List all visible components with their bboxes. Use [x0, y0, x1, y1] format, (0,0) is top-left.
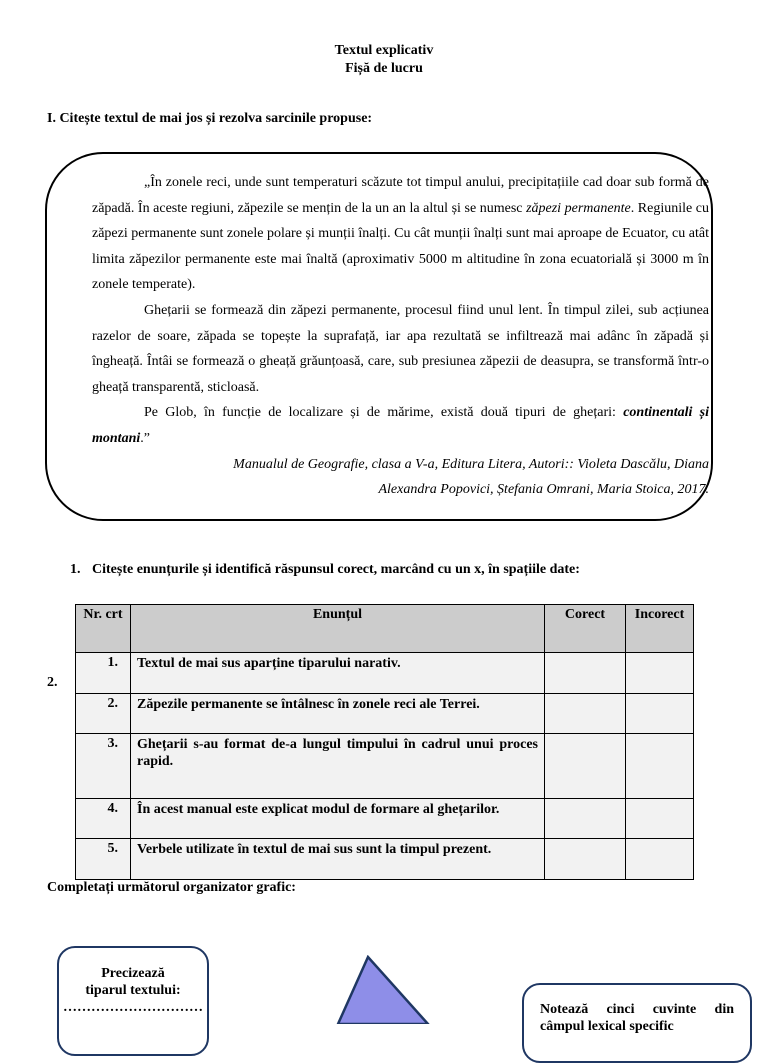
- organizer-box-text-type-line-2: tiparul textului:: [85, 983, 181, 998]
- correct-answer-cell[interactable]: [545, 653, 626, 694]
- correct-answer-cell[interactable]: [545, 799, 626, 839]
- source-citation-line-2: Alexandra Popovici, Ștefania Omrani, Maria Stoica, 2017.: [378, 482, 709, 498]
- row-number: 3.: [76, 734, 131, 799]
- organizer-box-text-type: [57, 946, 209, 1056]
- row-number: 1.: [76, 653, 131, 694]
- incorrect-answer-cell[interactable]: [626, 653, 694, 694]
- table-row: [76, 694, 694, 734]
- correct-answer-cell[interactable]: [545, 839, 626, 880]
- question-1-text: Citește enunțurile și identifică răspunsul corect, marcând cu un x, în spațiile date:: [92, 562, 580, 577]
- row-number: 5.: [76, 839, 131, 880]
- row-statement: Ghețarii s-au format de-a lungul timpului în cadrul unui proces rapid.: [131, 734, 545, 799]
- document-subtitle: Fișă de lucru: [345, 61, 423, 76]
- row-statement: Zăpezile permanente se întâlnesc în zonele reci ale Terrei.: [131, 694, 545, 734]
- incorrect-answer-cell[interactable]: [626, 799, 694, 839]
- row-statement: Textul de mai sus aparține tiparului narativ.: [131, 653, 545, 694]
- correct-answer-cell[interactable]: [545, 694, 626, 734]
- incorrect-answer-cell[interactable]: [626, 839, 694, 880]
- organizer-box-lexical-field: [522, 983, 752, 1063]
- organizer-box-text-type-line-1: Precizează: [101, 966, 165, 981]
- header-correct: Corect: [545, 605, 626, 653]
- question-1: [70, 562, 580, 578]
- source-citation-line-1: Manualul de Geografie, clasa a V-a, Editura Litera, Autori:: Violeta Dascălu, Diana: [233, 456, 709, 472]
- table-header-row: [76, 605, 694, 653]
- question-2-number: 2.: [47, 675, 58, 690]
- reading-paragraph-1: „În zonele reci, unde sunt temperaturi scăzute tot timpul anului, precipitațiile cad doar sub formă de zăpadă. În aceste regiuni, zăpezile se mențin de la un an la altul și se numesc zăpezi permanente. Regiunile cu zăpezi permanente sunt zonele polare și munții înalți. Cu cât munții înalți sunt mai aproape de Ecuator, cu atât limita zăpezilor permanente este mai înaltă (aproximativ 5000 m altitudine în zona ecuatorială și 3000 m în zonele temperate).: [92, 175, 709, 293]
- reading-paragraph-3: Pe Glob, în funcție de localizare și de mărime, există două tipuri de ghețari: continentali și montani.”: [92, 405, 709, 446]
- incorrect-answer-cell[interactable]: [626, 734, 694, 799]
- question-1-number: 1.: [70, 562, 81, 577]
- header-incorrect: Incorect: [626, 605, 694, 653]
- header-statement: Enunțul: [131, 605, 545, 653]
- organizer-box-lexical-field-text: Notează cinci cuvinte din câmpul lexical specific: [540, 1002, 734, 1034]
- incorrect-answer-cell[interactable]: [626, 694, 694, 734]
- document-title: Textul explicativ: [334, 43, 434, 58]
- section-title: I. Citește textul de mai jos și rezolva sarcinile propuse:: [47, 111, 373, 126]
- table-row: [76, 653, 694, 694]
- organizer-triangle: [336, 955, 430, 1024]
- true-false-table: [75, 604, 694, 880]
- row-statement: În acest manual este explicat modul de formare al ghețarilor.: [131, 799, 545, 839]
- triangle-shape: [338, 957, 428, 1024]
- row-number: 2.: [76, 694, 131, 734]
- answer-blank[interactable]: …………………………: [63, 1000, 203, 1015]
- table-row: [76, 839, 694, 880]
- table-row: [76, 799, 694, 839]
- table-row: [76, 734, 694, 799]
- organizer-instruction: Completați următorul organizator grafic:: [47, 880, 296, 895]
- row-statement: Verbele utilizate în textul de mai sus sunt la timpul prezent.: [131, 839, 545, 880]
- reading-paragraph-2: Ghețarii se formează din zăpezi permanente, procesul fiind unul lent. În timpul zilei, sub acțiunea razelor de soare, zăpada se topește la suprafață, iar apa rezultată se infiltrează mai adânc în zăpadă și îngheață. Întâi se formează o gheață grăunțoasă, care, sub presiunea zăpezii de deasupra, se transformă într-o gheață transparentă, sticloasă.: [92, 302, 709, 395]
- reading-text: [92, 170, 709, 503]
- correct-answer-cell[interactable]: [545, 734, 626, 799]
- row-number: 4.: [76, 799, 131, 839]
- header-nr: Nr. crt: [76, 605, 131, 653]
